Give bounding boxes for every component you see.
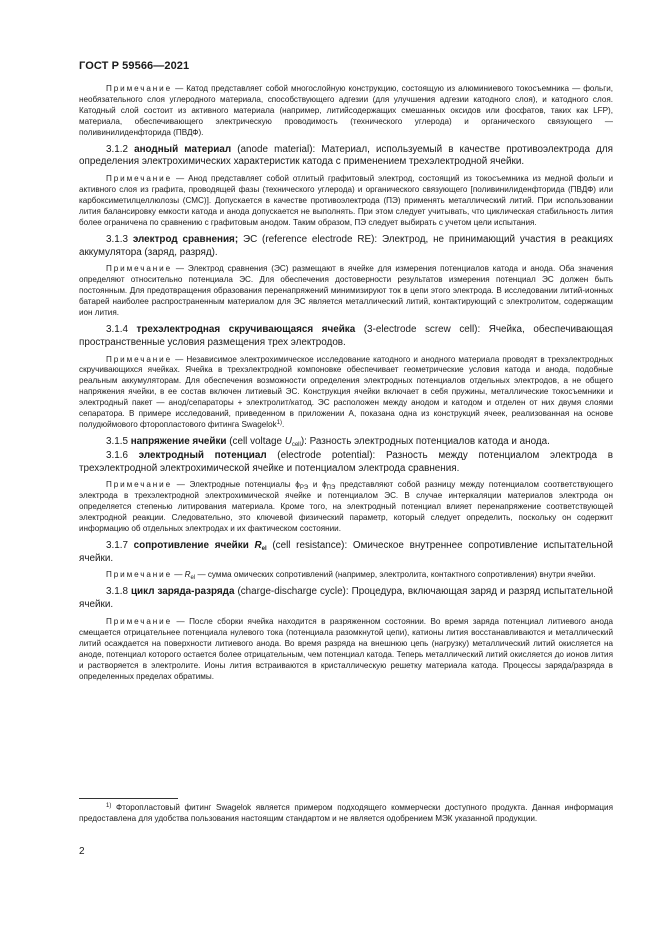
resistance-symbol: R bbox=[254, 540, 262, 552]
note-text: — bbox=[172, 570, 185, 580]
term-definition-pre: (cell voltage bbox=[226, 436, 285, 448]
note-text: — Электродные потенциалы bbox=[172, 480, 296, 490]
standard-header: ГОСТ Р 59566—2021 bbox=[79, 60, 190, 72]
resistance-subscript: el bbox=[190, 575, 196, 582]
term-name: цикл заряда-разряда bbox=[130, 586, 235, 598]
phi-subscript: ПЭ bbox=[326, 485, 336, 492]
note-label: Примечание bbox=[106, 570, 173, 580]
term-definition: (cell resistance): Омическое внутреннее сопротивление испытательной ячейки. bbox=[79, 540, 613, 564]
note-anode bbox=[79, 174, 613, 229]
voltage-symbol: U bbox=[284, 436, 292, 448]
term-definition: ): Разность электродных потенциалов катода и анода. bbox=[300, 436, 550, 448]
phi-symbol: ϕ bbox=[322, 480, 327, 490]
note-label: Примечание bbox=[106, 84, 173, 93]
note-text: — Анод представляет собой отлитый графитовый электрод, состоящий из токосъемника из медной фольги и активного слоя из графита, проводящей фазы (технического углерода) и органического связующего [поливинилиденфторида (ПВДФ) или карбоксиметилцеллюлозы (СМС)]. Допускается в качестве противоэлектрода (ПЭ) применять металлический литий. При использовании лития балансировку емкости катода и анода допускается не выполнять. При этом следует учитывать, что циклическая стабильность лития более ограничена по сравнению с графитовым анодом. Таким образом, ПЭ следует выбирать с учетом цели испытания. bbox=[79, 174, 613, 227]
note-reference-electrode bbox=[79, 264, 613, 319]
footnote-mark: 1) bbox=[106, 803, 112, 809]
note-screw-cell bbox=[79, 355, 613, 432]
term-3-1-5 bbox=[79, 436, 613, 449]
term-3-1-7 bbox=[79, 540, 613, 565]
resistance-subscript: el bbox=[261, 546, 267, 553]
note-cathode bbox=[79, 84, 613, 139]
term-name bbox=[134, 540, 267, 551]
note-label: Примечание bbox=[106, 264, 173, 274]
term-number: 3.1.4 bbox=[106, 324, 137, 336]
term-definition: ЭС (reference electrode RE): Электрод, не принимающий участия в реакциях аккумулятора (заряд, разряд). bbox=[79, 233, 613, 258]
note-text-end: . bbox=[282, 420, 285, 430]
note-label: Примечание bbox=[106, 480, 173, 490]
note-text: — После сборки ячейка находится в разряженном состоянии. Во время заряда потенциал литиевого анода смещается отрицательнее потенциала нулевого тока (потенциала разомкнутой цепи), катионы лития восстанавливаются и металлический литий осаждается на поверхности литиевого анода. Во время разряда на внешнюю цепь (нагрузку) металлический литий окисляется на аноде, потенциал которого остается более отрицательным, чем потенциал катода. Теперь металлический литий окисляется до ионов лития и растворяется в электролите. Ионы лития встраиваются в кристаллическую решетку материала катода. Процессы заряда/разряда в определенных пределах обратимы. bbox=[79, 616, 613, 681]
note-text: — Электрод сравнения (ЭС) размещают в ячейке для измерения потенциалов катода и анода. Оба значения определяют относительно потенциала ЭС. Для обеспечения достоверности результатов измерения потенциал ЭС должен быть постоянным. Для предотвращения образования перенапряжений минимизируют ток в цепи этого электрода. В исследовании литий-ионных батарей наиболее распространенным материалом для ЭС является металлический литий, контактирующий с электролитом, содержащим ион лития. bbox=[79, 264, 613, 318]
phi-symbol: ϕ bbox=[295, 480, 300, 490]
term-3-1-4 bbox=[79, 324, 613, 349]
document-body bbox=[79, 84, 613, 688]
note-text: — Катод представляет собой многослойную конструкцию, состоящую из алюминиевого токосъемника — фольги, необязательного слоя углеродного материала, способствующего адгезии (для улучшения адгезии катодного слоя), и катодного слоя. Катодный слой состоит из активного материала (например, литийсодержащих смешанных оксидов или фосфатов, таких как LFP), материала, обеспечивающего электрическую проводимость (технического углерода) и органического связующего — поливинилиденфторида (ПВДФ). bbox=[79, 84, 613, 137]
page-number: 2 bbox=[79, 846, 85, 857]
term-number: 3.1.3 bbox=[106, 233, 133, 245]
footnote-text: Фторопластовый фитинг Swagelok является примером подходящего коммерчески доступного продукта. Данная информация предоставлена для удобства пользования настоящим стандартом и не является одобрением МЭК указанной продукции. bbox=[79, 803, 613, 823]
term-definition: (anode material): Материал, используемый в качестве противоэлектрода для определения электрохимических характеристик катода с применением трехэлектродной ячейки. bbox=[79, 143, 613, 168]
term-3-1-2 bbox=[79, 144, 613, 169]
footnote-divider bbox=[79, 798, 178, 799]
term-name: электродный потенциал bbox=[138, 449, 267, 461]
term-number: 3.1.8 bbox=[106, 586, 131, 598]
note-cell-resistance bbox=[79, 570, 613, 581]
term-3-1-8 bbox=[79, 586, 613, 611]
note-text: — Независимое электрохимическое исследование катодного и анодного материала проводят в трехэлектродных скручивающихся ячейках. Ячейка в трехэлектродной компоновке обеспечивает геометрические условия катода и анода, подобные реальным аккумуляторам. Для обеспечения возможности определения электродных потенциалов отдельных электродов, а не общего напряжения ячейки, в ее состав включен литиевый ЭС. Конструкция ячейки включает в себя пружины, металлические токосъемники и электродный пакет — анод/сепараторы + электролит/катод. ЭС расположен между анодом и катодом и отделен от них двумя слоями сепаратора. В примере исследований, приведенном в приложении А, показана одна из конструкций ячеек, реализованная на основе полудюймового фторопластового фитинга Swagelok bbox=[79, 354, 613, 430]
note-text: представляют собой разницу между потенциалом соответствующего электрода в трехэлектродной электрохимической ячейке и потенциалом ЭС. В случае интеркаляции материалов электрода он определяется степенью литирования материала. Кроме того, на электродный потенциал влияет перенапряжение соответствующей электродной реакции. Следовательно, это ключевой физический параметр, который следует определить, поскольку он содержит информацию об отдельных электродах и их фактическом состоянии. bbox=[79, 480, 613, 534]
phi-subscript: РЭ bbox=[299, 485, 309, 492]
term-number: 3.1.7 bbox=[106, 540, 134, 552]
term-definition: (electrode potential): Разность между потенциалом электрода в трехэлектродной электрохимической ячейке и потенциалом электрода сравнения. bbox=[79, 449, 613, 474]
term-name: электрод сравнения; bbox=[132, 233, 239, 245]
footnote bbox=[79, 802, 613, 824]
note-electrode-potential bbox=[79, 480, 613, 535]
voltage-subscript: cell bbox=[291, 442, 301, 449]
term-definition: (charge-discharge cycle): Процедура, включающая заряд и разряд испытательной ячейки. bbox=[79, 586, 613, 611]
term-name-text: сопротивление ячейки bbox=[133, 540, 255, 552]
footnote-ref: 1) bbox=[276, 420, 283, 427]
term-name: анодный материал bbox=[134, 143, 232, 155]
term-number: 3.1.5 bbox=[106, 436, 131, 448]
note-text: — сумма омических сопротивлений (например, электролита, контактного сопротивления) внутри ячейки. bbox=[195, 570, 596, 580]
note-text: и bbox=[308, 480, 323, 490]
term-definition: (3-electrode screw cell): Ячейка, обеспечивающая пространственные условия размещения трех электродов. bbox=[79, 324, 613, 348]
term-3-1-3 bbox=[79, 234, 613, 259]
note-charge-discharge bbox=[79, 617, 613, 683]
note-label: Примечание bbox=[106, 616, 173, 626]
term-number: 3.1.2 bbox=[106, 143, 135, 155]
resistance-symbol: R bbox=[184, 570, 191, 580]
term-number: 3.1.6 bbox=[106, 449, 139, 461]
term-3-1-6 bbox=[79, 450, 613, 475]
term-name: напряжение ячейки bbox=[130, 436, 227, 448]
note-label: Примечание bbox=[106, 174, 173, 184]
note-label: Примечание bbox=[106, 354, 173, 364]
term-name: трехэлектродная скручивающаяся ячейка bbox=[136, 324, 356, 336]
